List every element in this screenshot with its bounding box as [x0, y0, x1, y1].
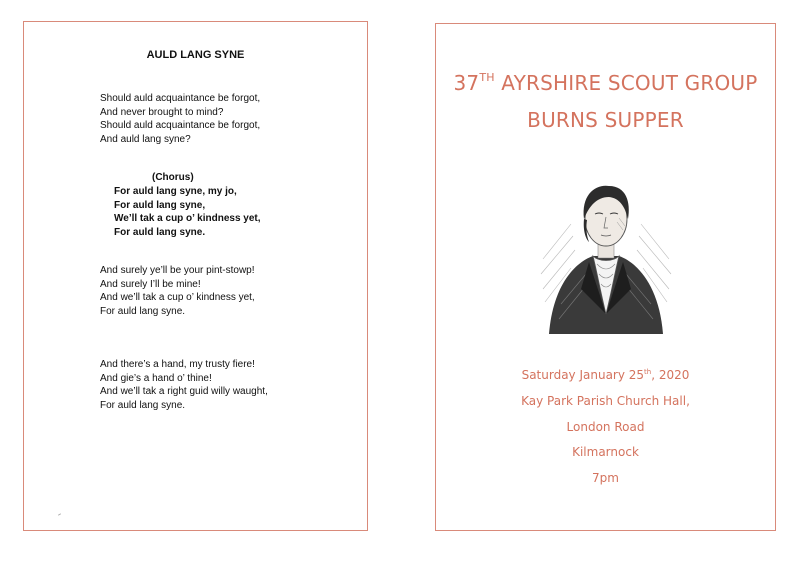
title-ordinal: TH — [479, 71, 495, 84]
robert-burns-portrait-icon — [531, 164, 681, 334]
event-town: Kilmarnock — [572, 445, 639, 459]
verse-line: And we’ll tak a cup o’ kindness yet, — [100, 292, 255, 303]
verse-line: Should auld acquaintance be forgot, — [100, 93, 261, 104]
verse-line: And we’ll tak a right guid willy waught, — [100, 386, 268, 397]
event-date — [436, 368, 775, 382]
event-road: London Road — [566, 420, 645, 434]
title-rest: AYRSHIRE SCOUT GROUP — [494, 71, 758, 95]
cover-subtitle: BURNS SUPPER — [527, 108, 684, 132]
verse-line: Should auld acquaintance be forgot, — [100, 120, 261, 131]
event-venue: Kay Park Parish Church Hall, — [521, 394, 690, 408]
date-ordinal: th — [644, 368, 652, 376]
lyrics-page — [23, 21, 368, 531]
verse-line: And there’s a hand, my trusty fiere! — [100, 359, 255, 370]
event-time: 7pm — [592, 471, 619, 485]
verse-line: And gie’s a hand o’ thine! — [100, 372, 212, 384]
verse-line: And surely I’ll be mine! — [100, 278, 201, 290]
chorus-line: For auld lang syne, my jo, — [114, 186, 237, 197]
title-number: 37 — [453, 71, 480, 95]
verse-line: And never brought to mind? — [100, 106, 224, 118]
date-prefix: Saturday January 25 — [521, 368, 645, 382]
verse-3 — [100, 358, 268, 412]
chorus-line: For auld lang syne. — [114, 226, 206, 238]
poem-title: AULD LANG SYNE — [146, 49, 245, 61]
verse-line: For auld lang syne. — [100, 399, 186, 411]
pen-mark — [58, 513, 61, 515]
cover-title — [436, 71, 775, 95]
date-suffix: , 2020 — [651, 368, 690, 382]
cover-page — [435, 23, 776, 531]
chorus — [114, 185, 261, 239]
chorus-line: For auld lang syne, — [114, 199, 206, 211]
chorus-line: We’ll tak a cup o’ kindness yet, — [114, 213, 261, 224]
verse-line: And surely ye’ll be your pint-stowp! — [100, 265, 255, 276]
verse-2 — [100, 264, 255, 318]
verse-line: For auld lang syne. — [100, 305, 186, 317]
chorus-heading: (Chorus) — [152, 172, 194, 183]
verse-line: And auld lang syne? — [100, 133, 191, 145]
verse-1 — [100, 92, 260, 146]
